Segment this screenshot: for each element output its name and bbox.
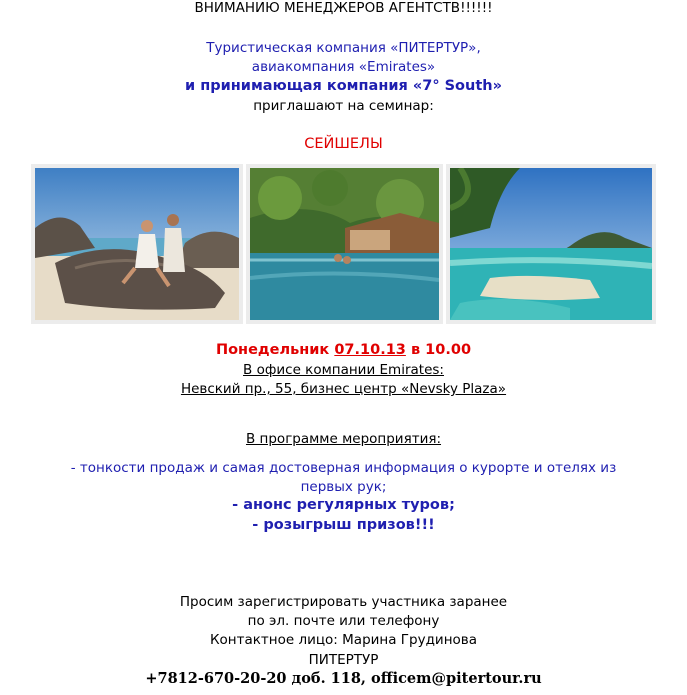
event-datetime bbox=[0, 342, 687, 358]
contact-phone-email: +7812-670-20-20 доб. 118, officem@pitertour.ru bbox=[145, 670, 542, 687]
contact-person: Контактное лицо: Марина Грудинова bbox=[209, 632, 478, 648]
event-place-office: В офисе компании Emirates: bbox=[243, 362, 444, 378]
contact-register: Просим зарегистрировать участника заранее bbox=[179, 594, 508, 610]
event-day: Понедельник bbox=[215, 342, 330, 358]
event-date: 07.10.13 bbox=[334, 342, 406, 358]
organizer-7south: и принимающая компания «7° South» bbox=[185, 78, 502, 94]
photo-strip bbox=[31, 164, 656, 324]
event-time: в 10.00 bbox=[410, 342, 472, 358]
photo-beach-couple bbox=[31, 164, 243, 324]
photo-lagoon bbox=[446, 164, 656, 324]
program-item-2: - анонс регулярных туров; bbox=[232, 497, 455, 513]
program-item-1-line2: первых рук; bbox=[300, 479, 387, 495]
program-item-1-line1: - тонкости продаж и самая достоверная информация о курорте и отелях из bbox=[70, 460, 617, 476]
attention-line: ВНИМАНИЮ МЕНЕДЖЕРОВ АГЕНТСТВ!!!!!! bbox=[194, 0, 493, 16]
organizer-piterTour: Туристическая компания «ПИТЕРТУР», bbox=[206, 40, 481, 56]
photo-infinity-pool bbox=[246, 164, 443, 324]
program-item-3: - розыгрыш призов!!! bbox=[252, 517, 435, 533]
program-heading: В программе мероприятия: bbox=[245, 431, 442, 447]
event-place-address: Невский пр., 55, бизнес центр «Nevsky Plaza» bbox=[180, 381, 507, 397]
destination-title: СЕЙШЕЛЫ bbox=[304, 136, 383, 152]
contact-method: по эл. почте или телефону bbox=[247, 613, 440, 629]
contact-company: ПИТЕРТУР bbox=[308, 652, 379, 668]
organizer-emirates: авиакомпания «Emirates» bbox=[251, 59, 436, 75]
invite-line: приглашают на семинар: bbox=[253, 98, 434, 114]
